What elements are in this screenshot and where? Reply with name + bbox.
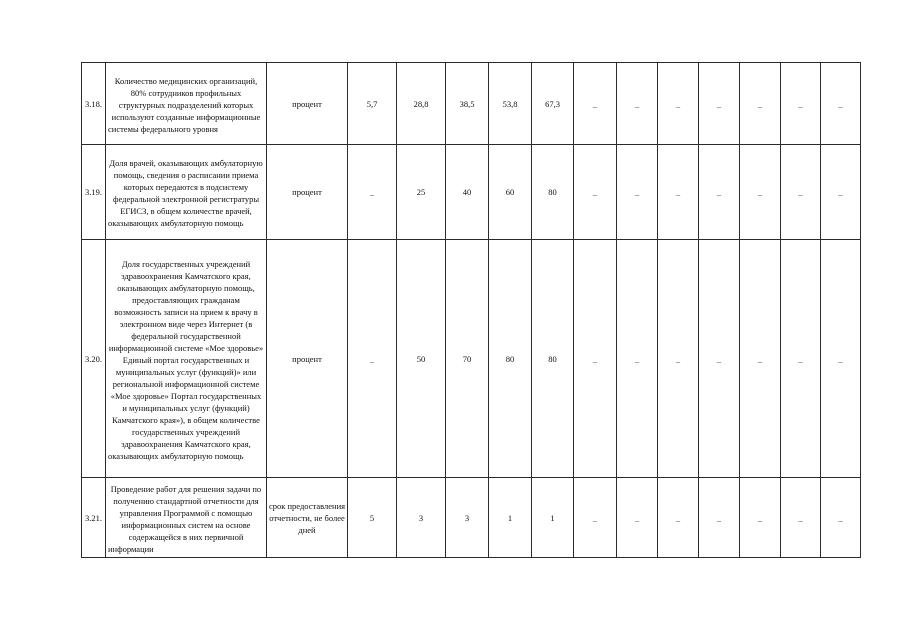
row-number: 3.20. <box>82 240 106 478</box>
indicator-value: _ <box>781 478 821 558</box>
indicator-value: 80 <box>532 240 574 478</box>
indicator-value: _ <box>781 240 821 478</box>
row-number: 3.19. <box>82 145 106 240</box>
indicator-description: Количество медицинских организаций, 80% сотрудников профильных структурных подразделений которых используют созданные информационные системы федерального уровня <box>106 63 267 145</box>
indicator-value: 5 <box>348 478 397 558</box>
indicator-value: 67,3 <box>532 63 574 145</box>
indicator-value: _ <box>617 478 658 558</box>
indicator-value: _ <box>658 145 699 240</box>
indicator-value: _ <box>574 240 617 478</box>
table-row <box>82 145 861 240</box>
indicator-table <box>81 62 861 558</box>
indicator-value: _ <box>617 145 658 240</box>
indicator-value: 3 <box>446 478 489 558</box>
indicator-value: _ <box>348 145 397 240</box>
table-row <box>82 240 861 478</box>
table-row <box>82 63 861 145</box>
indicator-value: 3 <box>397 478 446 558</box>
indicator-value: _ <box>699 145 740 240</box>
indicator-value: _ <box>574 478 617 558</box>
indicator-value: _ <box>574 145 617 240</box>
indicator-value: _ <box>781 63 821 145</box>
indicator-description: Проведение работ для решения задачи по получению стандартной отчетности для управления Программой с помощью информационных систем на основе содержащейся в них первичной информации <box>106 478 267 558</box>
indicator-value: _ <box>781 145 821 240</box>
indicator-value: _ <box>658 478 699 558</box>
unit-of-measure: процент <box>267 63 348 145</box>
unit-of-measure: процент <box>267 240 348 478</box>
indicator-value: _ <box>699 478 740 558</box>
indicator-value: 50 <box>397 240 446 478</box>
indicator-value: 5,7 <box>348 63 397 145</box>
row-number: 3.18. <box>82 63 106 145</box>
row-number: 3.21. <box>82 478 106 558</box>
indicator-value: _ <box>740 478 781 558</box>
indicator-value: 1 <box>532 478 574 558</box>
indicator-value: _ <box>821 145 861 240</box>
indicator-value: _ <box>348 240 397 478</box>
indicator-value: _ <box>699 240 740 478</box>
indicator-value: 53,8 <box>489 63 532 145</box>
indicator-value: 70 <box>446 240 489 478</box>
indicator-value: 80 <box>532 145 574 240</box>
indicator-value: _ <box>658 63 699 145</box>
indicator-value: 80 <box>489 240 532 478</box>
indicator-value: _ <box>658 240 699 478</box>
indicator-value: _ <box>821 240 861 478</box>
unit-of-measure: срок предоставления отчетности, не более дней <box>267 478 348 558</box>
unit-of-measure: процент <box>267 145 348 240</box>
indicator-value: _ <box>574 63 617 145</box>
indicator-value: _ <box>699 63 740 145</box>
indicator-value: 38,5 <box>446 63 489 145</box>
indicator-value: _ <box>617 240 658 478</box>
indicator-value: _ <box>740 240 781 478</box>
indicator-value: 1 <box>489 478 532 558</box>
indicator-value: _ <box>821 478 861 558</box>
indicator-value: 28,8 <box>397 63 446 145</box>
indicator-value: 60 <box>489 145 532 240</box>
indicator-description: Доля врачей, оказывающих амбулаторную помощь, сведения о расписании приема которых передаются в подсистему федеральной электронной регистратуры ЕГИСЗ, в общем количестве врачей, оказывающих амбулаторную помощь <box>106 145 267 240</box>
indicator-value: 25 <box>397 145 446 240</box>
indicator-value: _ <box>740 145 781 240</box>
indicator-value: 40 <box>446 145 489 240</box>
indicator-value: _ <box>617 63 658 145</box>
table-row <box>82 478 861 558</box>
indicator-value: _ <box>740 63 781 145</box>
indicator-value: _ <box>821 63 861 145</box>
indicator-description: Доля государственных учреждений здравоохранения Камчатского края, оказывающих амбулаторную помощь, предоставляющих гражданам возможность записи на прием к врачу в электронном виде через Интернет (в федеральной государственной информационной системе «Мое здоровье» Единый портал государственных и муниципальных услуг (функций)» или региональной информационной системе «Мое здоровье» Портал государственных и муниципальных услуг (функций) Камчатского края»), в общем количестве государственных учреждений здравоохранения Камчатского края, оказывающих амбулаторную помощь <box>106 240 267 478</box>
